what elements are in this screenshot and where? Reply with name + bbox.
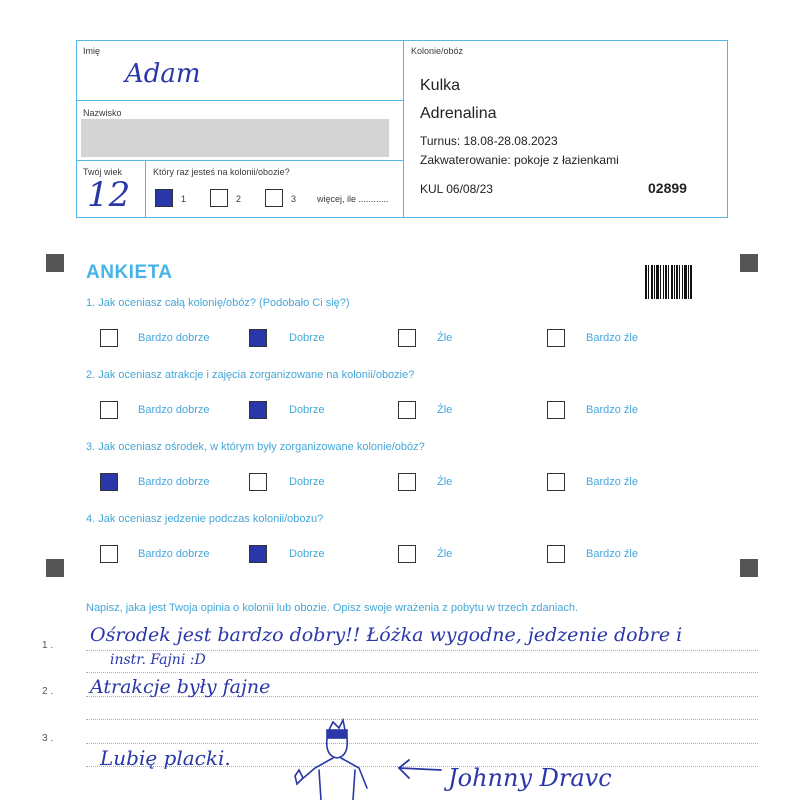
registration-marker-top-right (740, 254, 758, 272)
question-3-option-4: Bardzo źle (586, 476, 638, 488)
camp-name-2: Adrenalina (420, 105, 497, 122)
answer-text-1: Ośrodek jest bardzo dobry!! Łóżka wygodne, jedzenie dobre i (90, 624, 683, 646)
question-4-option-1: Bardzo dobrze (138, 548, 210, 560)
header-line-2 (77, 160, 403, 161)
header-box (76, 40, 728, 218)
question-2-option-2: Dobrze (289, 404, 325, 416)
age-value: 12 (87, 175, 131, 215)
question-1-option-2: Dobrze (289, 332, 325, 344)
question-2-text: 2. Jak oceniasz atrakcje i zajęcia zorganizowane na kolonii/obozie? (86, 369, 415, 381)
name-value: Adam (125, 59, 201, 89)
age-label: Twój wiek (83, 167, 123, 177)
times-label: Który raz jesteś na kolonii/obozie? (153, 167, 290, 177)
question-2-checkbox-2[interactable] (249, 401, 267, 419)
question-4-text: 4. Jak oceniasz jedzenie podczas kolonii/obozu? (86, 513, 324, 525)
surname-redaction (81, 119, 389, 157)
question-4-option-2: Dobrze (289, 548, 325, 560)
question-1-option-3: Źle (437, 332, 453, 344)
question-4-checkbox-1[interactable] (100, 545, 118, 563)
signature: Johnny Dravc (448, 764, 612, 792)
turnus: Turnus: 18.08-28.08.2023 (420, 134, 558, 148)
times-option-3: 3 (291, 194, 297, 204)
registration-marker-top-left (46, 254, 64, 272)
question-1-checkbox-2[interactable] (249, 329, 267, 347)
question-3-option-1: Bardzo dobrze (138, 476, 210, 488)
question-1-option-4: Bardzo źle (586, 332, 638, 344)
times-checkbox-1[interactable] (155, 189, 173, 207)
question-2-option-4: Bardzo źle (586, 404, 638, 416)
camp-name-1: Kulka (420, 77, 461, 94)
times-option-1: 1 (181, 194, 187, 204)
surname-label: Nazwisko (83, 108, 122, 118)
question-1-text: 1. Jak oceniasz całą kolonię/obóz? (Podobało Ci się?) (86, 297, 350, 309)
question-1-checkbox-3[interactable] (398, 329, 416, 347)
question-1-checkbox-1[interactable] (100, 329, 118, 347)
answer-text-1b: instr. Fajni :D (110, 652, 206, 668)
answer-line-1b (86, 672, 758, 673)
arrow-icon (395, 756, 445, 786)
question-1-checkbox-4[interactable] (547, 329, 565, 347)
registration-marker-bottom-left (46, 559, 64, 577)
form-number: 02899 (648, 180, 687, 196)
question-3-checkbox-2[interactable] (249, 473, 267, 491)
question-3-checkbox-4[interactable] (547, 473, 565, 491)
camp-label: Kolonie/obóz (411, 46, 464, 56)
age-divider (145, 160, 146, 218)
registration-marker-bottom-right (740, 559, 758, 577)
times-checkbox-3[interactable] (265, 189, 283, 207)
opinion-prompt: Napisz, jaka jest Twoja opinia o kolonii lub obozie. Opisz swoje wrażenia z pobytu w trzech zdaniach. (86, 602, 578, 614)
header-line-1 (77, 100, 403, 101)
question-2-checkbox-3[interactable] (398, 401, 416, 419)
question-2-option-3: Źle (437, 404, 453, 416)
line-number-1: 1 . (42, 640, 54, 651)
question-2-checkbox-4[interactable] (547, 401, 565, 419)
question-3-option-3: Źle (437, 476, 453, 488)
times-checkbox-2[interactable] (210, 189, 228, 207)
camp-code: KUL 06/08/23 (420, 182, 493, 196)
barcode (645, 265, 692, 299)
times-option-more: więcej, ile ............ (317, 194, 389, 204)
question-2-option-1: Bardzo dobrze (138, 404, 210, 416)
answer-line-1 (86, 650, 758, 651)
times-option-2: 2 (236, 194, 242, 204)
question-3-checkbox-1[interactable] (100, 473, 118, 491)
question-2-checkbox-1[interactable] (100, 401, 118, 419)
question-4-checkbox-2[interactable] (249, 545, 267, 563)
line-number-2: 2 . (42, 686, 54, 697)
answer-text-3: Lubię placki. (100, 746, 231, 770)
question-1-option-1: Bardzo dobrze (138, 332, 210, 344)
survey-title: ANKIETA (86, 262, 173, 283)
question-3-text: 3. Jak oceniasz ośrodek, w którym były zorganizowane kolonie/obóz? (86, 441, 425, 453)
question-3-checkbox-3[interactable] (398, 473, 416, 491)
name-label: Imię (83, 46, 101, 56)
line-number-3: 3 . (42, 733, 54, 744)
question-4-option-3: Źle (437, 548, 453, 560)
question-3-option-2: Dobrze (289, 476, 325, 488)
answer-line-2b (86, 719, 758, 720)
doodle-drawing (285, 718, 385, 800)
answer-line-3 (86, 743, 758, 744)
question-4-checkbox-3[interactable] (398, 545, 416, 563)
question-4-option-4: Bardzo źle (586, 548, 638, 560)
question-4-checkbox-4[interactable] (547, 545, 565, 563)
header-divider (403, 41, 404, 217)
accommodation: Zakwaterowanie: pokoje z łazienkami (420, 153, 619, 167)
answer-text-2: Atrakcje były fajne (90, 676, 271, 698)
